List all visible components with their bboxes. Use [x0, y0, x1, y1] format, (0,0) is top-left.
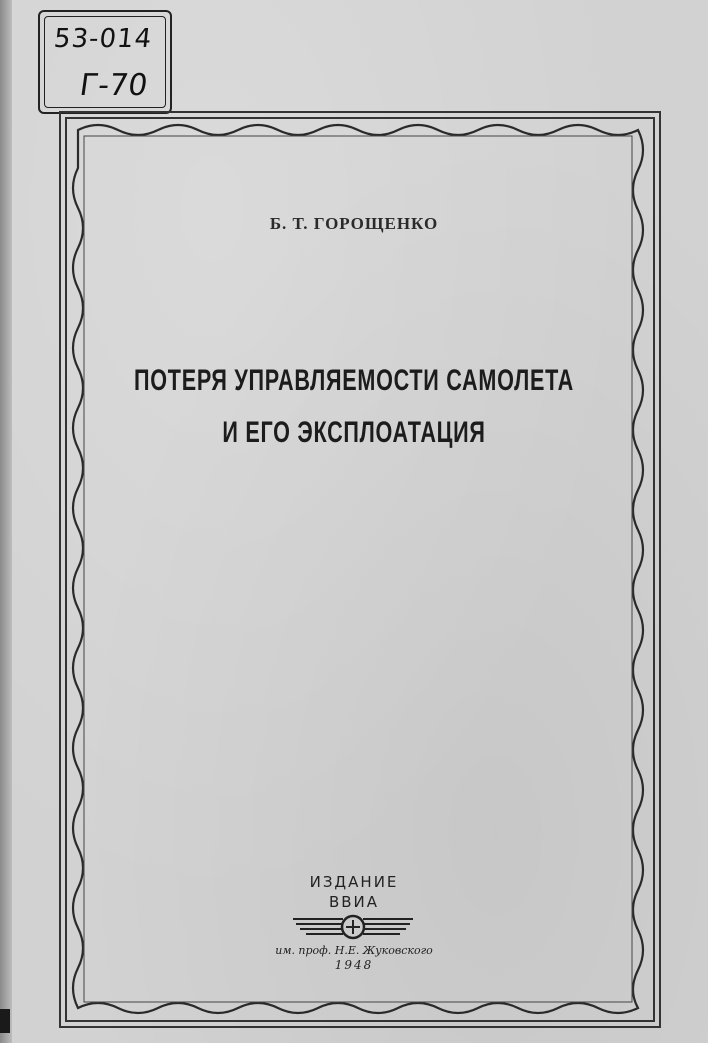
academy-dedication: им. проф. Н.Е. Жуковского: [275, 944, 433, 957]
publisher-line-1: ИЗДАНИЕ: [309, 873, 399, 891]
publisher-line-2: ВВИА: [328, 893, 380, 911]
title-line-1: ПОТЕРЯ УПРАВЛЯЕМОСТИ САМОЛЕТА: [134, 364, 574, 397]
winged-emblem-icon: [288, 907, 418, 943]
book-title: [99, 355, 609, 459]
stamp-catalogue-number: 53-014: [52, 24, 154, 54]
publication-year: 1948: [334, 958, 374, 972]
title-line-2: И ЕГО ЭКСПЛОАТАЦИЯ: [222, 416, 486, 449]
publisher-block: [0, 872, 708, 912]
author-name: Б. Т. ГОРОЩЕНКО: [269, 214, 439, 233]
stamp-shelf-code: Г-70: [77, 68, 150, 103]
